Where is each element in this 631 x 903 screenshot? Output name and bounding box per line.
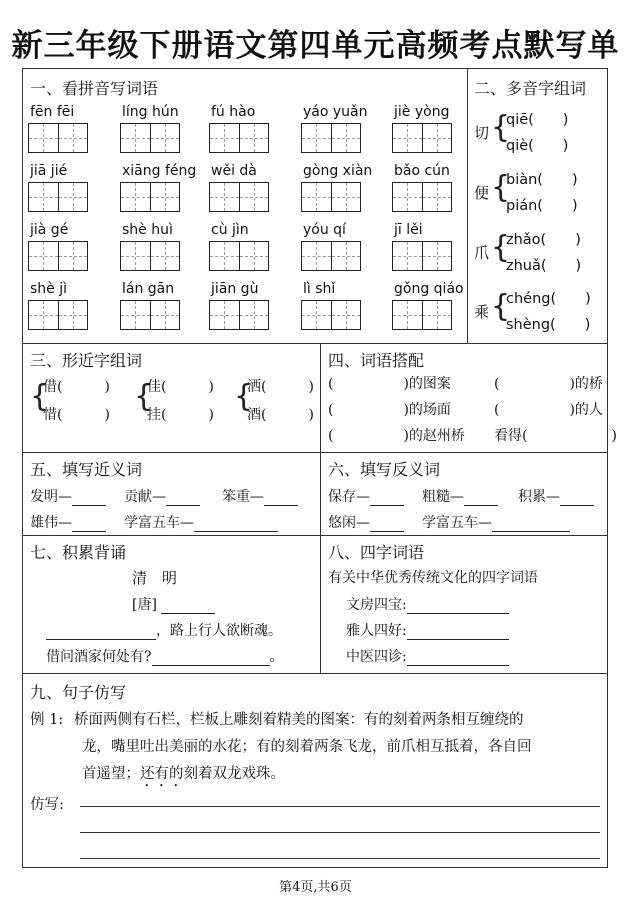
grid-guide (135, 124, 136, 152)
divider-row2 (22, 452, 608, 453)
grid-guide (407, 183, 408, 211)
grid-guide (73, 124, 74, 152)
grid-guide (437, 301, 438, 329)
brace-icon: { (30, 379, 50, 414)
grid-cell[interactable] (210, 301, 239, 329)
pinyin-label: jiān gù (211, 281, 259, 297)
poem-line-2: 借问酒家何处有? 。 (46, 649, 284, 665)
grid-guide (346, 183, 347, 211)
antonym-item: 悠闲— (328, 512, 404, 532)
grid-guide (43, 124, 44, 152)
similar-char-item: 洒( ) (247, 379, 314, 395)
character-grid[interactable] (392, 123, 452, 153)
grid-guide (165, 183, 166, 211)
grid-cell[interactable] (239, 301, 268, 329)
grid-guide (316, 242, 317, 270)
polyphone-reading: qiē( ) (506, 112, 569, 128)
antonym-item: 保存— (328, 486, 404, 506)
character-grid[interactable] (28, 241, 88, 271)
character-grid[interactable] (301, 182, 361, 212)
antonym-item: 粗糙— (422, 486, 498, 506)
synonym-item: 雄伟— (30, 512, 106, 532)
brace-icon: { (234, 379, 254, 414)
grid-cell[interactable] (121, 124, 150, 152)
section1-heading: 一、看拼音写词语 (30, 79, 159, 98)
character-grid[interactable] (209, 182, 269, 212)
grid-cell[interactable] (121, 183, 150, 211)
example-line: 龙，嘴里吐出美丽的水花；有的刻着两条飞龙，前爪相互抵着，各自回 (82, 739, 532, 755)
polyphone-char: 便 (474, 184, 490, 202)
pinyin-label: jiā jié (30, 163, 68, 179)
grid-guide (346, 301, 347, 329)
poem-author-line: [唐] (132, 594, 215, 614)
synonym-item: 笨重— (222, 486, 298, 506)
grid-guide (346, 124, 347, 152)
similar-char-item: 惜( ) (43, 407, 110, 423)
polyphone-char: 切 (474, 124, 490, 142)
synonym-item: 发明— (30, 486, 106, 506)
grid-cell[interactable] (331, 124, 360, 152)
section8-heading: 八、四字词语 (328, 543, 425, 562)
character-grid[interactable] (392, 241, 452, 271)
four-char-intro: 有关中华优秀传统文化的四字词语 (328, 570, 538, 586)
similar-char-item: 酒( ) (247, 407, 314, 423)
grid-cell[interactable] (393, 183, 422, 211)
grid-guide (73, 183, 74, 211)
character-grid[interactable] (28, 123, 88, 153)
character-grid[interactable] (301, 300, 361, 330)
polyphone-reading: qiè( ) (506, 138, 569, 154)
grid-guide (43, 183, 44, 211)
grid-cell[interactable] (150, 242, 179, 270)
page-title: 新三年级下册语文第四单元高频考点默写单 (11, 28, 620, 64)
grid-guide (316, 124, 317, 152)
grid-cell[interactable] (210, 124, 239, 152)
grid-guide (73, 242, 74, 270)
brace-icon: { (491, 170, 511, 205)
grid-cell[interactable] (331, 183, 360, 211)
grid-cell[interactable] (393, 242, 422, 270)
character-grid[interactable] (392, 182, 452, 212)
pinyin-label: jiè yòng (394, 104, 450, 120)
grid-cell[interactable] (239, 183, 268, 211)
pinyin-label: gǒng qiáo (394, 281, 464, 297)
pinyin-label: bǎo cún (394, 163, 450, 179)
grid-cell[interactable] (58, 124, 87, 152)
grid-cell[interactable] (331, 242, 360, 270)
grid-guide (254, 242, 255, 270)
grid-cell[interactable] (29, 124, 58, 152)
pinyin-label: wěi dà (211, 163, 257, 179)
example-label: 例 1: (30, 712, 64, 728)
divider-middle (320, 343, 321, 673)
section9-heading: 九、句子仿写 (30, 683, 127, 702)
four-char-item: 文房四宝: (346, 594, 509, 614)
brace-icon: { (491, 289, 511, 324)
pinyin-label: lán gān (122, 281, 175, 297)
grid-cell[interactable] (58, 242, 87, 270)
section6-heading: 六、填写反义词 (328, 460, 441, 479)
polyphone-reading: biàn( ) (506, 172, 578, 188)
pinyin-label: gòng xiàn (303, 163, 373, 179)
grid-guide (165, 301, 166, 329)
grid-guide (165, 242, 166, 270)
grid-guide (437, 124, 438, 152)
page-footer: 第4页,共6页 (279, 880, 352, 895)
grid-guide (437, 183, 438, 211)
synonym-item: 学富五车— (124, 512, 278, 532)
synonym-item: 贡献— (124, 486, 200, 506)
grid-cell[interactable] (393, 301, 422, 329)
grid-cell[interactable] (29, 301, 58, 329)
grid-guide (224, 124, 225, 152)
similar-char-item: 佳( ) (147, 379, 214, 395)
grid-guide (316, 183, 317, 211)
grid-guide (43, 301, 44, 329)
grid-guide (346, 242, 347, 270)
character-grid[interactable] (28, 300, 88, 330)
pinyin-label: líng hún (122, 104, 179, 120)
grid-cell[interactable] (422, 242, 451, 270)
grid-cell[interactable] (422, 301, 451, 329)
grid-guide (135, 301, 136, 329)
grid-cell[interactable] (210, 183, 239, 211)
polyphone-char: 乘 (474, 303, 490, 321)
grid-guide (407, 124, 408, 152)
brace-icon: { (134, 379, 154, 414)
pinyin-label: yóu qí (303, 222, 346, 238)
collocation-item: 看得( ) (494, 428, 617, 444)
section5-heading: 五、填写近义词 (30, 460, 143, 479)
section3-heading: 三、形近字组词 (30, 351, 143, 370)
grid-cell[interactable] (239, 242, 268, 270)
similar-char-item: 借( ) (43, 379, 110, 395)
character-grid[interactable] (120, 123, 180, 153)
grid-guide (73, 301, 74, 329)
character-grid[interactable] (120, 241, 180, 271)
grid-guide (407, 301, 408, 329)
four-char-item: 中医四诊: (346, 646, 509, 666)
collocation-item: ( )的人 (494, 402, 603, 418)
pinyin-label: fú hào (211, 104, 256, 120)
grid-cell[interactable] (150, 301, 179, 329)
similar-char-item: 挂( ) (147, 407, 214, 423)
polyphone-reading: zhǎo( ) (506, 232, 581, 248)
grid-guide (224, 242, 225, 270)
grid-guide (254, 183, 255, 211)
grid-guide (254, 124, 255, 152)
character-grid[interactable] (301, 241, 361, 271)
pinyin-label: fēn fēi (30, 104, 75, 120)
grid-guide (254, 301, 255, 329)
grid-guide (224, 183, 225, 211)
pinyin-label: lì shǐ (303, 281, 336, 297)
character-grid[interactable] (28, 182, 88, 212)
poem-line-1: ，路上行人欲断魂。 (46, 620, 282, 640)
section7-heading: 七、积累背诵 (30, 543, 127, 562)
divider-row4 (22, 673, 608, 674)
grid-cell[interactable] (302, 301, 331, 329)
pinyin-label: shè huì (122, 222, 173, 238)
character-grid[interactable] (301, 123, 361, 153)
grid-cell[interactable] (422, 124, 451, 152)
grid-guide (407, 242, 408, 270)
grid-cell[interactable] (422, 183, 451, 211)
polyphone-reading: pián( ) (506, 198, 578, 214)
brace-icon: { (491, 110, 511, 145)
grid-cell[interactable] (331, 301, 360, 329)
character-grid[interactable] (209, 300, 269, 330)
grid-cell[interactable] (302, 183, 331, 211)
grid-guide (165, 124, 166, 152)
pinyin-label: yáo yuǎn (303, 104, 368, 120)
character-grid[interactable] (209, 241, 269, 271)
grid-guide (316, 301, 317, 329)
pinyin-label: shè jì (30, 281, 68, 297)
section4-heading: 四、词语搭配 (328, 351, 425, 370)
grid-cell[interactable] (150, 124, 179, 152)
poem-title: 清 明 (132, 569, 178, 587)
grid-cell[interactable] (29, 183, 58, 211)
divider-s1-s2 (467, 68, 468, 343)
imitate-label: 仿写: (30, 797, 64, 813)
pinyin-label: jī lěi (394, 222, 423, 238)
four-char-item: 雅人四好: (346, 620, 509, 640)
grid-guide (43, 242, 44, 270)
pinyin-label: cù jìn (211, 222, 249, 238)
example-line: 桥面两侧有石栏，栏板上雕刻着精美的图案：有的刻着两条相互缠绕的 (74, 712, 524, 728)
grid-cell[interactable] (121, 301, 150, 329)
writing-line[interactable] (80, 806, 600, 807)
collocation-item: ( )的桥 (494, 376, 603, 392)
grid-cell[interactable] (150, 183, 179, 211)
collocation-item: ( )的赵州桥 (328, 428, 465, 444)
grid-cell[interactable] (121, 242, 150, 270)
pinyin-label: jià gé (30, 222, 69, 238)
character-grid[interactable] (392, 300, 452, 330)
antonym-item: 积累— (518, 486, 594, 506)
pinyin-label: xiāng féng (122, 163, 197, 179)
writing-line[interactable] (80, 832, 600, 833)
example-line: 首遥望；还有的刻着双龙戏珠。 (82, 766, 285, 782)
grid-cell[interactable] (302, 124, 331, 152)
grid-cell[interactable] (239, 124, 268, 152)
character-grid[interactable] (209, 123, 269, 153)
grid-guide (135, 242, 136, 270)
collocation-item: ( )的场面 (328, 402, 451, 418)
polyphone-char: 爪 (474, 244, 490, 262)
grid-cell[interactable] (29, 242, 58, 270)
grid-guide (437, 242, 438, 270)
section2-heading: 二、多音字组词 (474, 79, 587, 98)
collocation-item: ( )的图案 (328, 376, 451, 392)
writing-line[interactable] (80, 858, 600, 859)
character-grid[interactable] (120, 300, 180, 330)
character-grid[interactable] (120, 182, 180, 212)
grid-cell[interactable] (302, 242, 331, 270)
grid-cell[interactable] (393, 124, 422, 152)
grid-cell[interactable] (210, 242, 239, 270)
grid-cell[interactable] (58, 183, 87, 211)
antonym-item: 学富五车— (422, 512, 570, 532)
divider-row3 (22, 535, 608, 536)
brace-icon: { (491, 230, 511, 265)
grid-guide (224, 301, 225, 329)
polyphone-reading: zhuǎ( ) (506, 258, 582, 274)
polyphone-reading: chéng( ) (506, 291, 591, 307)
polyphone-reading: shèng( ) (506, 317, 591, 333)
grid-guide (135, 183, 136, 211)
grid-cell[interactable] (58, 301, 87, 329)
divider-row1 (22, 343, 608, 344)
